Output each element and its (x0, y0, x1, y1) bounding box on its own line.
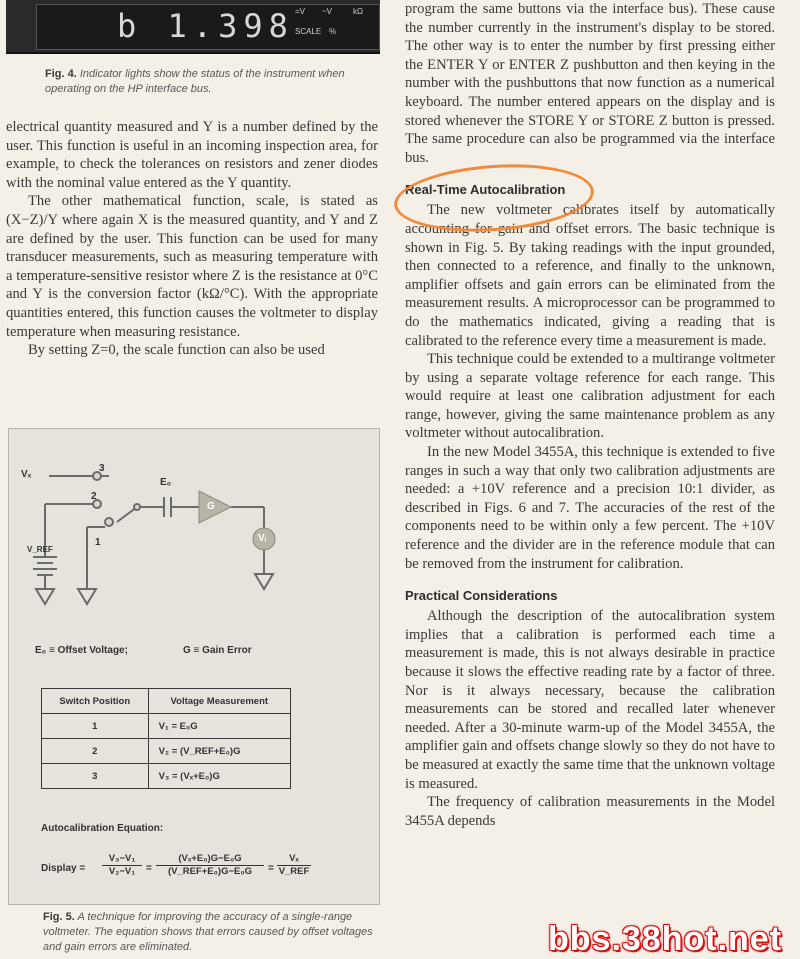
label-switch-1: 1 (95, 537, 101, 548)
table-cell: 1 (42, 714, 149, 739)
fig5-caption-text: A technique for improving the accuracy of a single-range voltmeter. The equation shows that errors caused by offset voltages and gain errors are eliminated. (43, 911, 373, 953)
fig5-caption-label: Fig. 5. (43, 911, 75, 923)
instrument-display-photo (6, 0, 380, 54)
fig5-caption (43, 910, 378, 955)
label-vi: Vᵢ (258, 533, 267, 544)
fraction-2-denominator: (V_REF+E₀)G−E₀G (167, 866, 253, 877)
site-watermark: bbs.38hot.net (548, 920, 783, 958)
equals-sign: = (146, 863, 152, 874)
label-g: G (207, 501, 215, 512)
table-row (42, 714, 291, 739)
gain-error-legend: G ≡ Gain Error (183, 645, 252, 656)
table-header: Switch Position (42, 689, 149, 714)
switch-position-table (41, 688, 291, 789)
indicator-dcv: =V (295, 7, 306, 16)
right-paragraph-4: Although the description of the autocalibration system implies that a calibration is performed each time a measurement is made, this is not always desirable in practice because it slows the effective reading rate by a factor of three. Nor is it always necessary, because the calibration measurements can be stored and recalled later whenever needed. After a 30-minute warm-up of the Model 3455A, the amplifier gain and offsets change slowly so they do not have to be measured at exactly the same time that the unknown voltage is measured. (405, 608, 775, 792)
fig4-caption-label: Fig. 4. (45, 68, 77, 80)
table-cell: V₂ = (V_REF+E₀)G (148, 739, 290, 764)
section-heading-autocalibration: Real-Time Autocalibration (405, 182, 566, 198)
fraction-3-numerator: Vₓ (277, 853, 311, 866)
label-switch-3: 3 (99, 463, 105, 474)
left-paragraph-2: The other mathematical function, scale, is stated as (X−Z)/Y where again X is the measured quantity, and Y and Z are defined by the user. This function can be used for many transducer measurements, such as measuring temperature with a temperature-sensitive resistor where Z is the resistance at 0°C and Y is the conversion factor (kΩ/°C). With the appropriate quantities entered, this function causes the voltmeter to display temperature when measuring resistance. (6, 193, 378, 340)
fig4-caption-text: Indicator lights show the status of the instrument when operating on the HP interface bus. (45, 68, 345, 95)
fraction-2-numerator: (Vₓ+E₀)G−E₀G (156, 853, 264, 866)
label-vx: Vₓ (21, 469, 32, 480)
table-cell: V₁ = E₀G (148, 714, 290, 739)
equals-sign: = (268, 863, 274, 874)
fig5-box (8, 428, 380, 905)
indicator-scale: SCALE (295, 27, 322, 36)
table-header-row (42, 689, 291, 714)
offset-voltage-legend: E₀ ≡ Offset Voltage; (35, 645, 128, 656)
indicator-acv: ~V (322, 7, 333, 16)
label-vref: V_REF (27, 545, 53, 554)
label-switch-2: 2 (91, 491, 97, 502)
equation-lhs: Display = (41, 863, 86, 874)
equation-fraction-2 (156, 853, 264, 877)
table-cell: 3 (42, 764, 149, 789)
fraction-3-denominator: V_REF (278, 866, 310, 877)
fig4-caption (45, 67, 380, 97)
display-window (36, 4, 380, 50)
right-paragraph-5: The frequency of calibration measurements in the Model 3455A depends (405, 794, 775, 829)
indicator-percent: % (329, 27, 337, 36)
right-paragraph-2: This technique could be extended to a multirange voltmeter by using a separate voltage reference for each range. This would require at least one calibration adjustment for each range, however, giving the same maintenance problem as any voltmeter without autocalibration. (405, 351, 775, 442)
right-column (405, 0, 775, 830)
right-paragraph-1: The new voltmeter calibrates itself by automatically accounting for gain and offset errors. The basic technique is shown in Fig. 5. By taking readings with the input grounded, then connected to a reference, and finally to the unknown, amplifier offsets and gain errors can be eliminated from the measurement results. A microprocessor can be programmed to do the mathematics indicated, giving a reading that is calibrated to the reference every time a measurement is made. (405, 202, 775, 349)
table-cell: V₃ = (Vₓ+E₀)G (148, 764, 290, 789)
table-header: Voltage Measurement (148, 689, 290, 714)
equation-title: Autocalibration Equation: (41, 823, 164, 834)
equation-fraction-3 (277, 853, 311, 877)
section-heading-practical: Practical Considerations (405, 588, 558, 604)
left-paragraph-1: electrical quantity measured and Y is a number defined by the user. This function is useful in an incoming inspection area, for example, to check the tolerances on resistors and zener diodes with the nominal value entered as the Y quantity. (6, 119, 378, 191)
table-row (42, 739, 291, 764)
right-paragraph-0: program the same buttons via the interface bus). These cause the number currently in the instrument's display to be stored. The other way is to enter the number by first pressing either the ENTER Y or ENTER Z pushbutton and then keying in the number with the pushbuttons that now function as a numerical keyboard. The number entered appears on the display and is stored whenever the STORE Y or STORE Z button is pressed. The same procedure can also be programmed via the interface bus. (405, 1, 775, 166)
indicator-kohm: kΩ (353, 7, 363, 16)
left-column (6, 118, 378, 360)
table-row (42, 764, 291, 789)
equation-fraction-1 (102, 853, 142, 877)
table-cell: 2 (42, 739, 149, 764)
left-paragraph-3: By setting Z=0, the scale function can also be used (28, 342, 325, 359)
fraction-1-denominator: V₂−V₁ (108, 866, 136, 877)
right-paragraph-3: In the new Model 3455A, this technique is extended to five ranges in such a way that only two calibration adjustments are needed: a +10V reference and a precision 10:1 divider, as described in Figs. 6 and 7. The accuracies of the rest of the components need to be within only a few percent. The +10V reference and the divider are in the reference module that can be removed from the instrument for calibration. (405, 444, 775, 572)
label-eo: E₀ (160, 477, 172, 488)
display-reading: b 1.398 (117, 7, 294, 45)
fraction-1-numerator: V₃−V₁ (102, 853, 142, 866)
